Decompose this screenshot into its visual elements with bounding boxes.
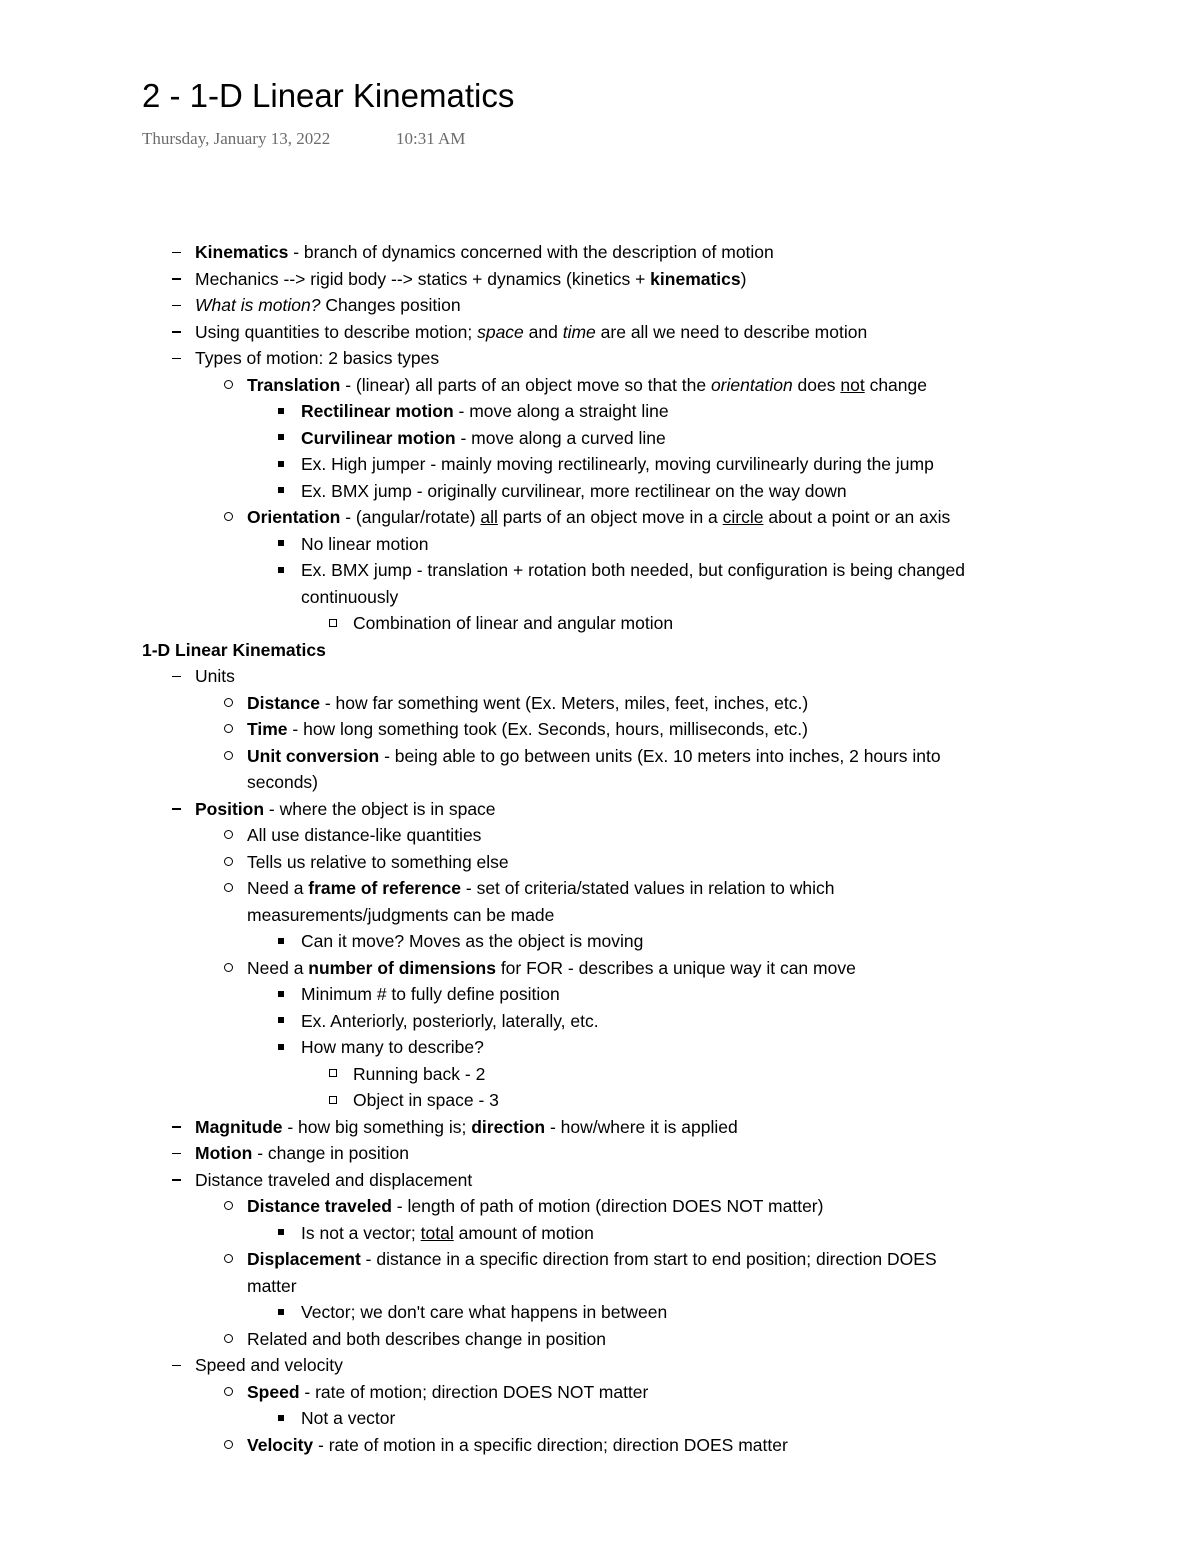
- text-run: - move along a curved line: [455, 427, 666, 448]
- outline-item-text: [195, 1114, 738, 1141]
- outline-item-text: [301, 1008, 599, 1035]
- circle-bullet-icon: [217, 955, 239, 982]
- text-run: change: [864, 374, 927, 395]
- text-run: Speed and velocity: [195, 1355, 343, 1375]
- outline-item: [0, 292, 1200, 319]
- text-run: Velocity: [247, 1434, 314, 1455]
- outline-item: [0, 610, 1200, 637]
- circle-bullet-icon: [217, 822, 239, 849]
- outline-item: [0, 981, 1200, 1008]
- outline-item-text: [247, 1326, 606, 1353]
- outline-item: [0, 1273, 1200, 1300]
- outline-item: [0, 1379, 1200, 1406]
- text-run: - how big something is;: [282, 1116, 472, 1137]
- text-run: Combination of linear and angular motion: [353, 613, 674, 633]
- dash-bullet-icon: [165, 266, 187, 293]
- outline-item: [0, 1167, 1200, 1194]
- outline-item-text: [301, 557, 965, 584]
- text-run: Using quantities to describe motion;: [195, 321, 478, 342]
- outline-item: [0, 716, 1200, 743]
- text-run: Rectilinear motion: [301, 401, 454, 421]
- text-run: - rate of motion in a specific direction; direction DOES matter: [313, 1434, 788, 1455]
- outline-item: [0, 1352, 1200, 1379]
- outline-item: [0, 743, 1200, 770]
- dash-bullet-icon: [165, 1167, 187, 1194]
- text-run: Ex. BMX jump - originally curvilinear, more rectilinear on the way down: [301, 480, 847, 501]
- outline-item-text: [247, 1432, 788, 1459]
- text-run: Magnitude: [195, 1116, 283, 1137]
- outline-item-text: [301, 1034, 484, 1061]
- text-run: - where the object is in space: [264, 798, 496, 819]
- text-run: Position: [195, 798, 265, 819]
- text-run: kinematics: [650, 268, 741, 289]
- outline-item: [0, 531, 1200, 558]
- outline-item: [0, 398, 1200, 425]
- text-run: Distance traveled: [247, 1196, 392, 1216]
- text-run: all: [480, 507, 498, 527]
- outline-item: [0, 928, 1200, 955]
- outline-item: [0, 1061, 1200, 1088]
- square-bullet-icon: [270, 928, 292, 955]
- open-square-bullet-icon: [322, 1087, 344, 1114]
- text-run: Is not a vector;: [301, 1222, 421, 1243]
- note-body: [0, 239, 1200, 1458]
- outline-item: [0, 822, 1200, 849]
- outline-item-text: [195, 266, 746, 293]
- circle-bullet-icon: [217, 875, 239, 902]
- outline-item-text: [142, 637, 326, 664]
- circle-bullet-icon: [217, 716, 239, 743]
- circle-bullet-icon: [217, 504, 239, 531]
- outline-item: [0, 1220, 1200, 1247]
- outline-item-text: [247, 849, 509, 876]
- text-run: number of dimensions: [308, 957, 496, 978]
- text-run: total: [420, 1222, 454, 1243]
- outline-item: [0, 478, 1200, 505]
- text-run: ): [740, 268, 747, 289]
- circle-bullet-icon: [217, 1326, 239, 1353]
- outline-item-text: [247, 1379, 648, 1406]
- text-run: - set of criteria/stated values in relation to which: [461, 878, 835, 898]
- text-run: space: [477, 321, 524, 342]
- outline-item-text: [301, 398, 669, 425]
- dash-bullet-icon: [165, 1352, 187, 1379]
- text-run: Can it move? Moves as the object is moving: [301, 931, 644, 951]
- text-run: Orientation: [247, 507, 341, 527]
- text-run: seconds): [247, 772, 319, 792]
- text-run: - branch of dynamics concerned with the description of motion: [288, 242, 774, 262]
- text-run: for FOR - describes a unique way it can move: [495, 957, 856, 978]
- text-run: Translation: [247, 374, 341, 395]
- dash-bullet-icon: [165, 796, 187, 823]
- dash-bullet-icon: [165, 292, 187, 319]
- outline-item-text: [195, 292, 461, 319]
- outline-item-text: [195, 1352, 343, 1379]
- text-run: does: [792, 374, 841, 395]
- text-run: - move along a straight line: [453, 401, 669, 421]
- text-run: Distance traveled and displacement: [195, 1169, 473, 1190]
- outline-item: [0, 955, 1200, 982]
- text-run: Types of motion: 2 basics types: [195, 348, 440, 368]
- outline-item-text: [247, 1273, 297, 1300]
- dash-bullet-icon: [165, 319, 187, 346]
- text-run: and: [523, 321, 563, 342]
- dash-bullet-icon: [165, 1140, 187, 1167]
- square-bullet-icon: [270, 1405, 292, 1432]
- text-run: Units: [195, 666, 235, 686]
- text-run: time: [562, 321, 596, 342]
- text-run: measurements/judgments can be made: [247, 904, 555, 925]
- outline-item: [0, 663, 1200, 690]
- outline-item: [0, 319, 1200, 346]
- outline-item: [0, 902, 1200, 929]
- square-bullet-icon: [270, 425, 292, 452]
- note-time: 10:31 AM: [396, 129, 466, 148]
- outline-item-text: [301, 928, 643, 955]
- text-run: Not a vector: [301, 1408, 396, 1428]
- square-bullet-icon: [270, 1008, 292, 1035]
- text-run: - length of path of motion (direction DOES NOT matter): [391, 1196, 824, 1216]
- square-bullet-icon: [270, 451, 292, 478]
- outline-item: [0, 504, 1200, 531]
- outline-item-text: [195, 319, 867, 346]
- outline-item-text: [353, 610, 673, 637]
- dash-bullet-icon: [165, 345, 187, 372]
- outline-item: [0, 584, 1200, 611]
- outline-item-text: [247, 716, 808, 743]
- text-run: are all we need to describe motion: [595, 321, 868, 342]
- text-run: direction: [471, 1116, 546, 1137]
- outline-item-text: [195, 1167, 472, 1194]
- text-run: Mechanics --> rigid body --> statics + dynamics (kinetics +: [195, 268, 651, 289]
- note-date: Thursday, January 13, 2022: [142, 129, 331, 148]
- text-run: Motion: [195, 1143, 253, 1163]
- text-run: Speed: [247, 1381, 300, 1402]
- circle-bullet-icon: [217, 1246, 239, 1273]
- open-square-bullet-icon: [322, 610, 344, 637]
- text-run: How many to describe?: [301, 1037, 484, 1057]
- text-run: Related and both describes change in position: [247, 1328, 606, 1349]
- outline-item-text: [353, 1087, 499, 1114]
- outline-item-text: [247, 372, 927, 399]
- outline-item: [0, 557, 1200, 584]
- outline-item-text: [247, 1193, 823, 1220]
- outline-item-text: [247, 504, 950, 531]
- outline-item-text: [353, 1061, 485, 1088]
- outline-item: [0, 875, 1200, 902]
- outline-item-text: [247, 743, 941, 770]
- outline-item-text: [247, 902, 554, 929]
- text-run: parts of an object move in a: [497, 507, 723, 527]
- dash-bullet-icon: [165, 1114, 187, 1141]
- square-bullet-icon: [270, 398, 292, 425]
- outline-item: [0, 345, 1200, 372]
- outline-item-text: [301, 1405, 395, 1432]
- text-run: matter: [247, 1275, 297, 1296]
- section-heading: [0, 637, 1200, 664]
- text-run: Tells us relative to something else: [247, 851, 509, 872]
- text-run: 1-D Linear Kinematics: [142, 639, 326, 660]
- outline-item: [0, 1008, 1200, 1035]
- text-run: Time: [247, 719, 288, 739]
- text-run: Ex. Anteriorly, posteriorly, laterally, etc.: [301, 1010, 599, 1031]
- text-run: Curvilinear motion: [301, 427, 456, 448]
- outline-item-text: [195, 1140, 409, 1167]
- outline-item-text: [247, 1246, 937, 1273]
- text-run: Ex. High jumper - mainly moving rectilinearly, moving curvilinearly during the jump: [301, 454, 934, 474]
- text-run: Ex. BMX jump - translation + rotation both needed, but configuration is being changed: [301, 560, 965, 580]
- text-run: Need a: [247, 878, 309, 898]
- text-run: frame of reference: [308, 878, 462, 898]
- outline-item-text: [301, 981, 560, 1008]
- outline-item-text: [301, 425, 666, 452]
- outline-item-text: [301, 1299, 667, 1326]
- outline-item: [0, 1405, 1200, 1432]
- circle-bullet-icon: [217, 743, 239, 770]
- square-bullet-icon: [270, 557, 292, 584]
- text-run: orientation: [710, 374, 793, 395]
- outline-item-text: [301, 531, 428, 558]
- circle-bullet-icon: [217, 372, 239, 399]
- text-run: Vector; we don't care what happens in between: [301, 1302, 668, 1322]
- outline-item: [0, 266, 1200, 293]
- square-bullet-icon: [270, 478, 292, 505]
- outline-item: [0, 1246, 1200, 1273]
- outline-item: [0, 1034, 1200, 1061]
- square-bullet-icon: [270, 1034, 292, 1061]
- outline-item: [0, 769, 1200, 796]
- outline-item: [0, 1114, 1200, 1141]
- text-run: - distance in a specific direction from start to end position; direction DOES: [360, 1249, 937, 1269]
- text-run: Unit conversion: [247, 745, 380, 766]
- text-run: Running back - 2: [353, 1063, 486, 1084]
- text-run: amount of motion: [453, 1222, 594, 1243]
- text-run: about a point or an axis: [763, 507, 951, 527]
- outline-item: [0, 372, 1200, 399]
- page-title: 2 - 1-D Linear Kinematics: [142, 77, 515, 114]
- outline-item-text: [195, 345, 439, 372]
- text-run: All use distance-like quantities: [247, 825, 482, 845]
- text-run: - how far something went (Ex. Meters, miles, feet, inches, etc.): [319, 692, 809, 713]
- text-run: - how/where it is applied: [545, 1116, 738, 1137]
- text-run: What is motion?: [195, 295, 321, 315]
- text-run: continuously: [301, 586, 399, 607]
- text-run: - how long something took (Ex. Seconds, hours, milliseconds, etc.): [287, 719, 808, 739]
- dash-bullet-icon: [165, 663, 187, 690]
- text-run: - (angular/rotate): [340, 507, 481, 527]
- outline-item: [0, 451, 1200, 478]
- dash-bullet-icon: [165, 239, 187, 266]
- text-run: No linear motion: [301, 533, 429, 554]
- outline-item-text: [301, 451, 934, 478]
- text-run: Minimum # to fully define position: [301, 984, 560, 1004]
- square-bullet-icon: [270, 1220, 292, 1247]
- circle-bullet-icon: [217, 1379, 239, 1406]
- outline-item: [0, 239, 1200, 266]
- circle-bullet-icon: [217, 1432, 239, 1459]
- text-run: - rate of motion; direction DOES NOT matter: [299, 1381, 649, 1402]
- circle-bullet-icon: [217, 849, 239, 876]
- outline-item: [0, 1432, 1200, 1459]
- square-bullet-icon: [270, 1299, 292, 1326]
- outline-item-text: [247, 875, 835, 902]
- outline-item-text: [247, 690, 808, 717]
- text-run: not: [840, 374, 865, 395]
- outline-item-text: [301, 478, 847, 505]
- outline-item: [0, 796, 1200, 823]
- outline-item: [0, 425, 1200, 452]
- square-bullet-icon: [270, 981, 292, 1008]
- square-bullet-icon: [270, 531, 292, 558]
- outline-item: [0, 1326, 1200, 1353]
- outline-item: [0, 690, 1200, 717]
- open-square-bullet-icon: [322, 1061, 344, 1088]
- outline-item: [0, 1299, 1200, 1326]
- text-run: Displacement: [247, 1249, 361, 1269]
- text-run: - change in position: [252, 1143, 409, 1163]
- outline-item: [0, 849, 1200, 876]
- outline-item-text: [301, 584, 398, 611]
- outline-item: [0, 1087, 1200, 1114]
- text-run: Changes position: [320, 295, 461, 315]
- outline-item-text: [301, 1220, 594, 1247]
- outline-item: [0, 1140, 1200, 1167]
- circle-bullet-icon: [217, 1193, 239, 1220]
- text-run: - being able to go between units (Ex. 10 meters into inches, 2 hours into: [379, 745, 941, 766]
- text-run: - (linear) all parts of an object move so that the: [340, 374, 711, 395]
- outline-item-text: [195, 663, 235, 690]
- text-run: circle: [722, 507, 764, 527]
- outline-item-text: [247, 955, 856, 982]
- outline-item-text: [247, 822, 481, 849]
- outline-item-text: [247, 769, 318, 796]
- text-run: Need a: [247, 957, 309, 978]
- outline-item-text: [195, 796, 496, 823]
- outline-item-text: [195, 239, 774, 266]
- text-run: Distance: [247, 692, 320, 713]
- outline-item: [0, 1193, 1200, 1220]
- text-run: Object in space - 3: [353, 1090, 499, 1110]
- circle-bullet-icon: [217, 690, 239, 717]
- text-run: Kinematics: [195, 242, 289, 262]
